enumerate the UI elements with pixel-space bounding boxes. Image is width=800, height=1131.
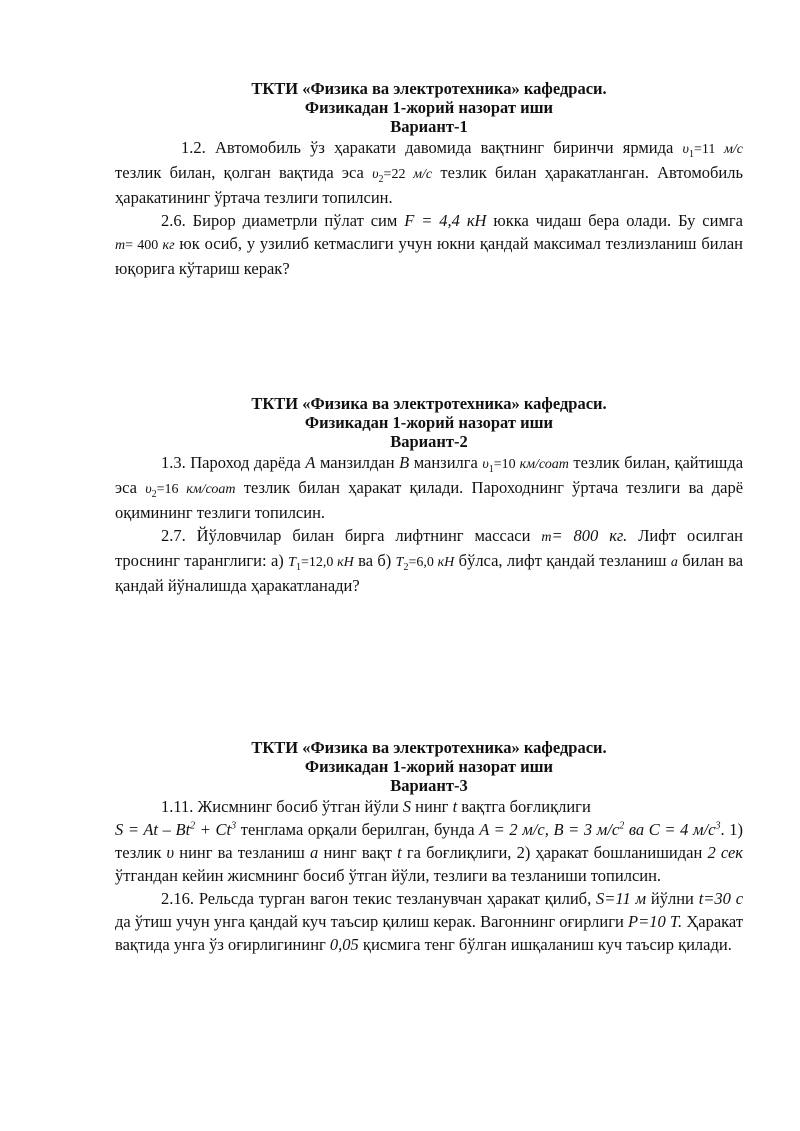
problem-number: 1.2. [181, 138, 206, 157]
variant-title: Вариант-2 [390, 432, 468, 451]
problem-text: Рельсда турган вагон текис тезланувчан ҳаракат қилиб, [198, 889, 592, 908]
problem-number: 1.11. [161, 797, 194, 816]
problem-text: юкка чидаш бера олади. Бу симга [493, 211, 743, 230]
problem-2-7 [115, 524, 743, 597]
problem-text: вақтга боғлиқлиги [461, 797, 591, 816]
problem-text: . 1) тезлик [115, 820, 743, 862]
problem-number: 2.16. [161, 889, 194, 908]
problem-1-11 [115, 795, 743, 887]
distance-value: S=11 м [596, 889, 647, 908]
symbol-s: S [402, 797, 412, 816]
department-title: ТКТИ «Физика ва электротехника» кафедраси. [251, 79, 607, 98]
problem-number: 1.3. [161, 453, 186, 472]
work-title: Физикадан 1-жорий назорат иши [304, 98, 554, 117]
problem-text: манзилдан [319, 453, 395, 472]
formula-v2: $\upsilon_2=16$ км/соат [145, 482, 236, 500]
problem-text: Автомобиль ўз ҳаракати давомида вақтнинг биринчи ярмида [214, 138, 674, 157]
department-title: ТКТИ «Физика ва электротехника» кафедраси. [251, 394, 607, 413]
weight-value: P=10 Т. [628, 912, 683, 931]
problem-number: 2.6. [161, 211, 186, 230]
symbol-t: t [452, 797, 458, 816]
formula-mass: m= 400 кг [115, 238, 175, 253]
problem-text: ўтгандан кейин жисмнинг босиб ўтган йўли, тезлиги ва тезланиши топилсин. [115, 866, 662, 885]
variant-title: Вариант-3 [390, 776, 468, 795]
symbol-t: t [397, 843, 402, 862]
problem-1-2 [115, 136, 743, 209]
problem-text: Ҳаракат вақтида унга ўз оғирлигининг [115, 912, 744, 954]
formula-mass-value: = 800 кг. [551, 526, 628, 545]
coefficient-value: 0,05 [329, 935, 359, 954]
problem-number: 2.7. [161, 526, 186, 545]
symbol-v: υ [166, 843, 175, 862]
problem-text: билан ва қандай йўналишда ҳаракатланади? [115, 551, 744, 595]
variant-title: Вариант-1 [390, 117, 468, 136]
problem-text: қисмига тенг бўлган ишқаланиш куч таъсир қилади. [362, 935, 732, 954]
problem-text: ва б) [358, 551, 392, 570]
equation: $S = At - Bt^2 + Ct^3$ [115, 820, 237, 839]
formula-mass: m [541, 530, 552, 545]
problem-1-3 [115, 451, 743, 524]
variant-1 [115, 79, 743, 280]
point-b: B [399, 453, 410, 472]
time-value: 2 сек [707, 843, 744, 862]
problem-text: нинг вақт [323, 843, 392, 862]
formula-t1: $T_1=12,0$ кН [288, 555, 354, 573]
problem-text: тенглама орқали берилган, бунда [240, 820, 475, 839]
point-a: A [305, 453, 316, 472]
formula-v1: $\upsilon_1=11$ м/с [682, 142, 744, 160]
problem-text: нинг ва тезланиш [179, 843, 305, 862]
formula-force: F = 4,4 кН [404, 211, 487, 230]
problem-text: тезлик билан ҳаракатланган. Автомобиль ҳаракатининг ўртача тезлиги топилсин. [115, 163, 744, 207]
problem-text: тезлик билан, қайтишда эса [115, 453, 744, 497]
problem-text: Лифт осилган троснинг таранглиги: а) [115, 526, 744, 570]
problem-text: Жисмнинг босиб ўтган йўли [197, 797, 399, 816]
problem-2-6 [115, 209, 743, 280]
work-title: Физикадан 1-жорий назорат иши [304, 413, 554, 432]
problem-text: бўлса, лифт қандай тезланиш [458, 551, 667, 570]
problem-text: Пароход дарёда [190, 453, 301, 472]
problem-2-16 [115, 887, 743, 956]
formula-accel: a [670, 555, 678, 570]
formula-t2: $T_2=6,0$ кН [395, 555, 455, 573]
problem-text: да ўтиш учун унга қандай куч таъсир қилиш керак. Вагоннинг оғирлиги [115, 912, 624, 931]
formula-v2: $\upsilon_2=22$ м/с [372, 167, 433, 185]
coefficients: A = 2 м/с, B = 3 $м/с^2$ ва C = 4 $м/с^3$ [479, 820, 721, 839]
variant-3 [115, 738, 743, 956]
problem-text: йўлни [650, 889, 694, 908]
time-value: t=30 с [698, 889, 744, 908]
problem-text: га боғлиқлиги, 2) ҳаракат бошланишидан [406, 843, 703, 862]
variant-2 [115, 394, 743, 597]
department-title: ТКТИ «Физика ва электротехника» кафедраси. [251, 738, 607, 757]
formula-v1: $\upsilon_1=10$ км/соат [482, 457, 569, 475]
problem-text: Бирор диаметрли пўлат сим [192, 211, 398, 230]
symbol-a: a [310, 843, 319, 862]
problem-text: юк осиб, у узилиб кетмаслиги учун юкни қандай максимал тезлизланиш билан юқорига кўтариш керак? [115, 234, 743, 278]
problem-text: тезлик билан, қолган вақтида эса [115, 163, 364, 182]
problem-text: Йўловчилар билан бирга лифтнинг массаси [196, 526, 531, 545]
problem-text: манзилга [413, 453, 478, 472]
problem-text: тезлик билан ҳаракат қилади. Пароходнинг ўртача тезлиги ва дарё оқимининг тезлиги топилсин. [115, 478, 744, 522]
problem-text: нинг [415, 797, 449, 816]
work-title: Физикадан 1-жорий назорат иши [304, 757, 554, 776]
